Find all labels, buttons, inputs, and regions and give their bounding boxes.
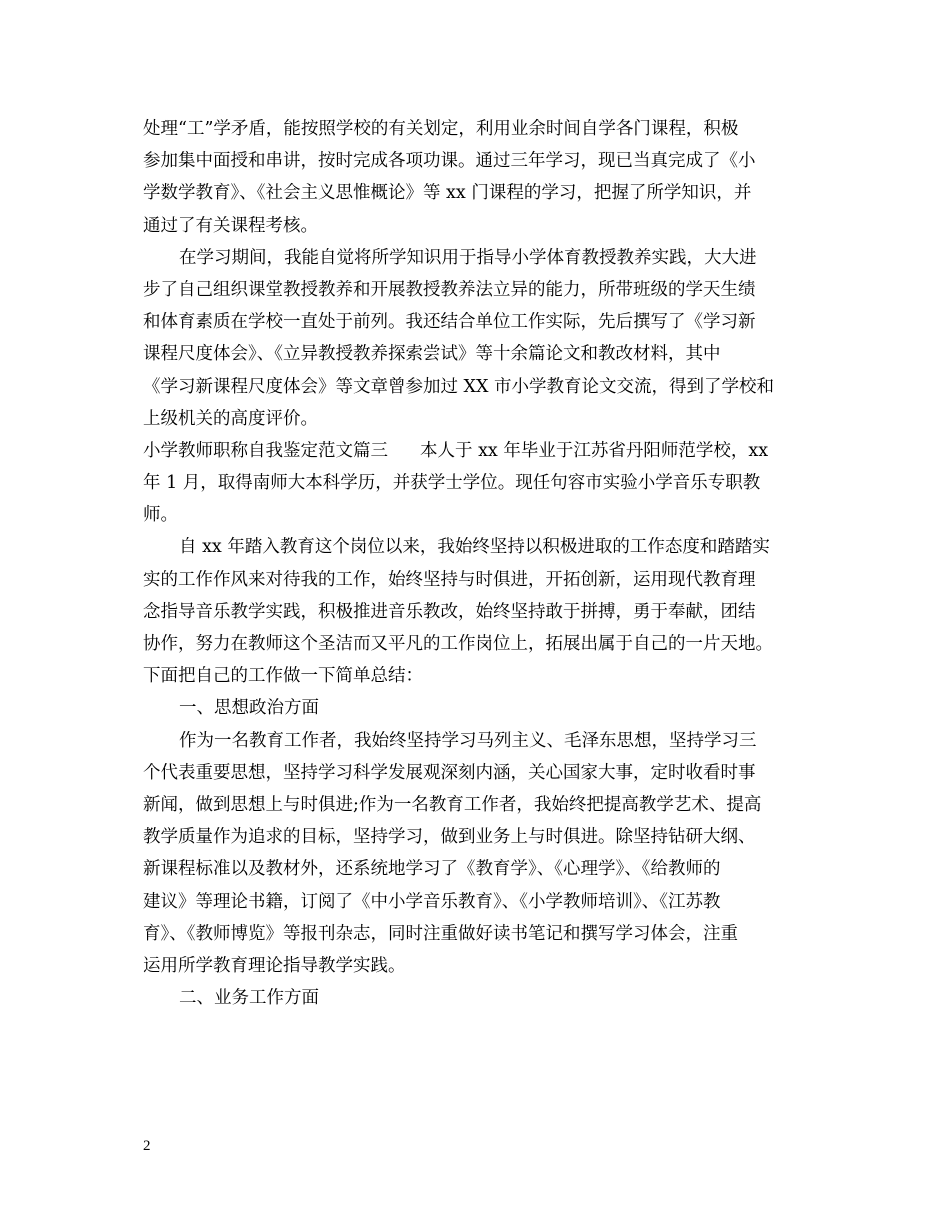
body-line: 新闻，做到思想上与时俱进;作为一名教育工作者，我始终把提高教学艺术、提高 [143, 794, 762, 815]
body-line: 步了自己组织课堂教授教养和开展教授教养法立异的能力，所带班级的学天生绩 [143, 279, 756, 300]
body-line: 通过了有关课程考核。 [143, 215, 318, 236]
body-line: 教学质量作为追求的目标，坚持学习，做到业务上与时俱进。除坚持钻研大纲、 [143, 827, 756, 848]
body-line: 学数学教育》、《社会主义思惟概论》等 xx 门课程的学习，把握了所学知识，并 [143, 183, 752, 204]
body-line: 协作，努力在教师这个圣洁而又平凡的工作岗位上，拓展出属于自己的一片天地。 [143, 634, 773, 654]
body-line: 处理“工”学矛盾，能按照学校的有关划定，利用业余时间自学各门课程，积极 [143, 119, 739, 139]
body-line: 念指导音乐教学实践，积极推进音乐教改，始终坚持敢于拼搏，勇于奉献，团结 [143, 601, 756, 622]
body-line: 个代表重要思想，坚持学习科学发展观深刻内涵，关心国家大事，定时收看时事 [143, 762, 756, 783]
body-line: 和体育素质在学校一直处于前列。我还结合单位工作实际，先后撰写了《学习新 [143, 312, 756, 333]
body-line: 新课程标准以及教材外，还系统地学习了《教育学》、《心理学》、《给教师的 [143, 859, 721, 880]
body-line: 上级机关的高度评价。 [143, 408, 318, 429]
body-line: 师。 [143, 505, 178, 526]
body-line: 《学习新课程尺度体会》等文章曾参加过 XX 市小学教育论文交流，得到了学校和 [143, 376, 775, 397]
body-line: 实的工作作风来对待我的工作，始终坚持与时俱进，开拓创新，运用现代教育理 [143, 569, 756, 590]
body-text: 本人于 xx 年毕业于江苏省丹阳师范学校，xx [420, 440, 769, 461]
body-line: 自 xx 年踏入教育这个岗位以来，我始终坚持以积极进取的工作态度和踏踏实 [179, 537, 770, 558]
body-line: 参加集中面授和串讲，按时完成各项功课。通过三年学习，现已当真完成了《小 [143, 151, 756, 172]
body-line: 课程尺度体会》、《立异教授教养探索尝试》等十余篇论文和教改材料，其中 [143, 344, 721, 365]
body-line: 作为一名教育工作者，我始终坚持学习马列主义、毛泽东思想，坚持学习三 [179, 730, 757, 751]
body-line: 下面把自己的工作做一下简单总结： [143, 666, 423, 687]
page-number: 2 [143, 1138, 151, 1154]
section-title: 小学教师职称自我鉴定范文篇三 [143, 440, 388, 461]
body-line: 建议》等理论书籍，订阅了《中小学音乐教育》、《小学教师培训》、《江苏教 [143, 891, 721, 912]
document-body [143, 113, 818, 1014]
body-line: 年 1 月，取得南师大本科学历，并获学士学位。现任句容市实验小学音乐专职教 [143, 473, 761, 494]
body-line: 运用所学教育理论指导教学实践。 [143, 955, 406, 976]
subheading: 一、思想政治方面 [179, 698, 319, 719]
body-line: 育》、《教师博览》等报刊杂志，同时注重做好读书笔记和撰写学习体会，注重 [143, 923, 738, 944]
section-title-line [143, 435, 818, 467]
body-line: 在学习期间，我能自觉将所学知识用于指导小学体育教授教养实践，大大进 [179, 247, 757, 268]
subheading: 二、业务工作方面 [179, 988, 319, 1009]
